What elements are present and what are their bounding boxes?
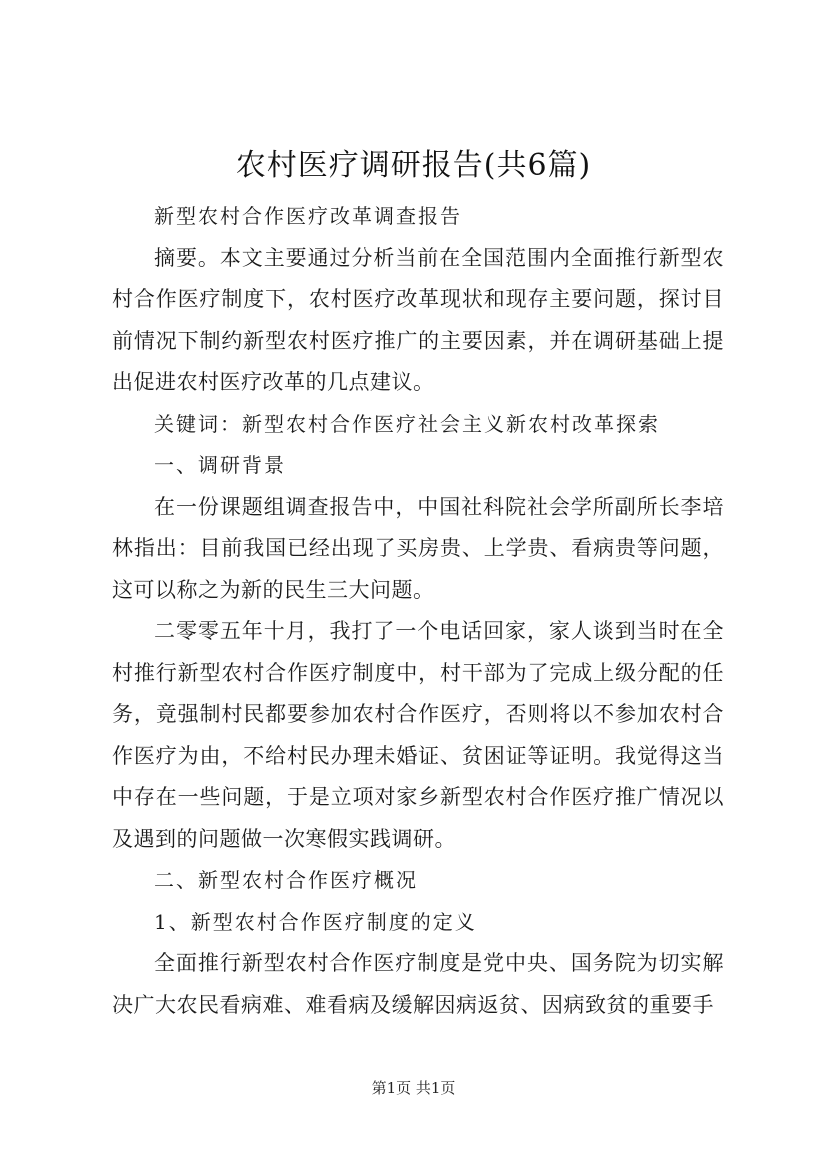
section-heading-overview: 二、新型农村合作医疗概况	[154, 868, 418, 892]
keywords-line: 关键词：新型农村合作医疗社会主义新农村改革探索	[154, 411, 660, 436]
background-paragraph-2: 二零零五年十月，我打了一个电话回家，家人谈到当时在全村推行新型农村合作医疗制度中，村干部为了完成上级分配的任务，竟强制村民都要参加农村合作医疗，否则将以不参加农村合作医疗为由，不给村民办理未婚证、贫困证等证明。我觉得这当中存在一些问题，于是立项对家乡新型农村合作医疗推广情况以及遇到的问题做一次寒假实践调研。	[112, 619, 724, 851]
abstract-paragraph: 摘要。本文主要通过分析当前在全国范围内全面推行新型农村合作医疗制度下，农村医疗改革现状和现存主要问题，探讨目前情况下制约新型农村医疗推广的主要因素，并在调研基础上提出促进农村医疗改革的几点建议。	[112, 245, 724, 394]
background-paragraph-1: 在一份课题组调查报告中，中国社科院社会学所副所长李培林指出：目前我国已经出现了买房贵、上学贵、看病贵等问题，这可以称之为新的民生三大问题。	[112, 494, 724, 602]
document-title: 农村医疗调研报告(共6篇)	[235, 148, 592, 183]
page-footer: 第1页 共1页	[371, 1079, 456, 1097]
subsection-heading-definition: 1、新型农村合作医疗制度的定义	[154, 909, 477, 934]
document-body	[112, 196, 724, 1026]
section-heading-background: 一、调研背景	[154, 453, 286, 477]
definition-paragraph: 全面推行新型农村合作医疗制度是党中央、国务院为切实解决广大农民看病难、难看病及缓解因病返贫、因病致贫的重要手	[112, 951, 724, 1017]
report-subtitle: 新型农村合作医疗改革调查报告	[154, 204, 462, 228]
